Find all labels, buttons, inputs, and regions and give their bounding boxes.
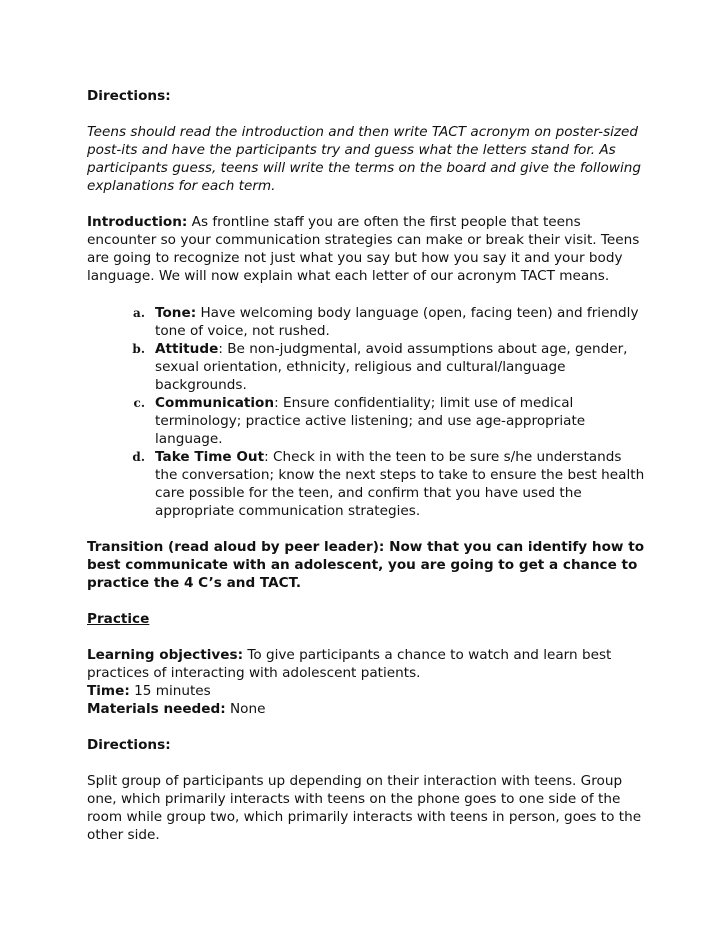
list-term: Take Time Out bbox=[155, 449, 265, 465]
introduction-paragraph bbox=[87, 213, 647, 285]
list-item bbox=[123, 340, 647, 394]
time-value: 15 minutes bbox=[129, 683, 211, 699]
list-item bbox=[123, 304, 647, 340]
materials-line bbox=[87, 700, 647, 718]
document-body bbox=[87, 87, 647, 844]
list-marker: d. bbox=[132, 450, 145, 464]
list-text: : Be non-judgmental, avoid assumptions about age, gender, sexual orientation, ethnicity, religious and cultural/language backgrounds. bbox=[155, 341, 628, 393]
introduction-text: As frontline staff you are often the first people that teens encounter so your communication strategies can make or break their visit. Teens are going to recognize not just what you say but how you say it and your body language. We will now explain what each letter of our acronym TACT means. bbox=[87, 214, 640, 284]
time-line bbox=[87, 682, 647, 700]
time-label: Time: bbox=[87, 683, 130, 699]
list-term: Tone: bbox=[155, 305, 197, 321]
list-text: Have welcoming body language (open, facing teen) and friendly tone of voice, not rushed. bbox=[155, 305, 639, 339]
list-marker: c. bbox=[133, 396, 145, 410]
list-item bbox=[123, 394, 647, 448]
learning-label: Learning objectives: bbox=[87, 647, 244, 663]
learning-objectives bbox=[87, 646, 647, 682]
list-marker: a. bbox=[133, 306, 145, 320]
learning-text: To give participants a chance to watch and learn best practices of interacting with adolescent patients. bbox=[87, 647, 612, 681]
list-marker: b. bbox=[132, 342, 145, 356]
practice-heading: Practice bbox=[87, 611, 150, 627]
list-item bbox=[123, 448, 647, 520]
directions-heading: Directions: bbox=[87, 88, 171, 104]
tact-list bbox=[87, 304, 647, 520]
list-text: : Check in with the teen to be sure s/he understands the conversation; know the next steps to take to ensure the best health care possible for the teen, and confirm that you have used the appropriate communication strategies. bbox=[155, 449, 645, 519]
list-text: : Ensure confidentiality; limit use of medical terminology; practice active listening; and use age-appropriate language. bbox=[155, 395, 586, 447]
transition-text: Transition (read aloud by peer leader): Now that you can identify how to best communicate with an adolescent, you are going to get a chance to practice the 4 C’s and TACT. bbox=[87, 539, 645, 591]
directions-text: Teens should read the introduction and then write TACT acronym on poster-sized post-its and have the participants try and guess what the letters stand for. As participants guess, teens will write the terms on the board and give the following explanations for each term. bbox=[87, 124, 641, 194]
directions-heading-2: Directions: bbox=[87, 737, 171, 753]
list-term: Attitude bbox=[155, 341, 219, 357]
list-term: Communication bbox=[155, 395, 275, 411]
materials-label: Materials needed: bbox=[87, 701, 226, 717]
materials-value: None bbox=[225, 701, 266, 717]
introduction-label: Introduction: bbox=[87, 214, 188, 230]
directions-text-2: Split group of participants up depending on their interaction with teens. Group one, which primarily interacts with teens on the phone goes to one side of the room while group two, which primarily interacts with teens in person, goes to the other side. bbox=[87, 773, 642, 843]
